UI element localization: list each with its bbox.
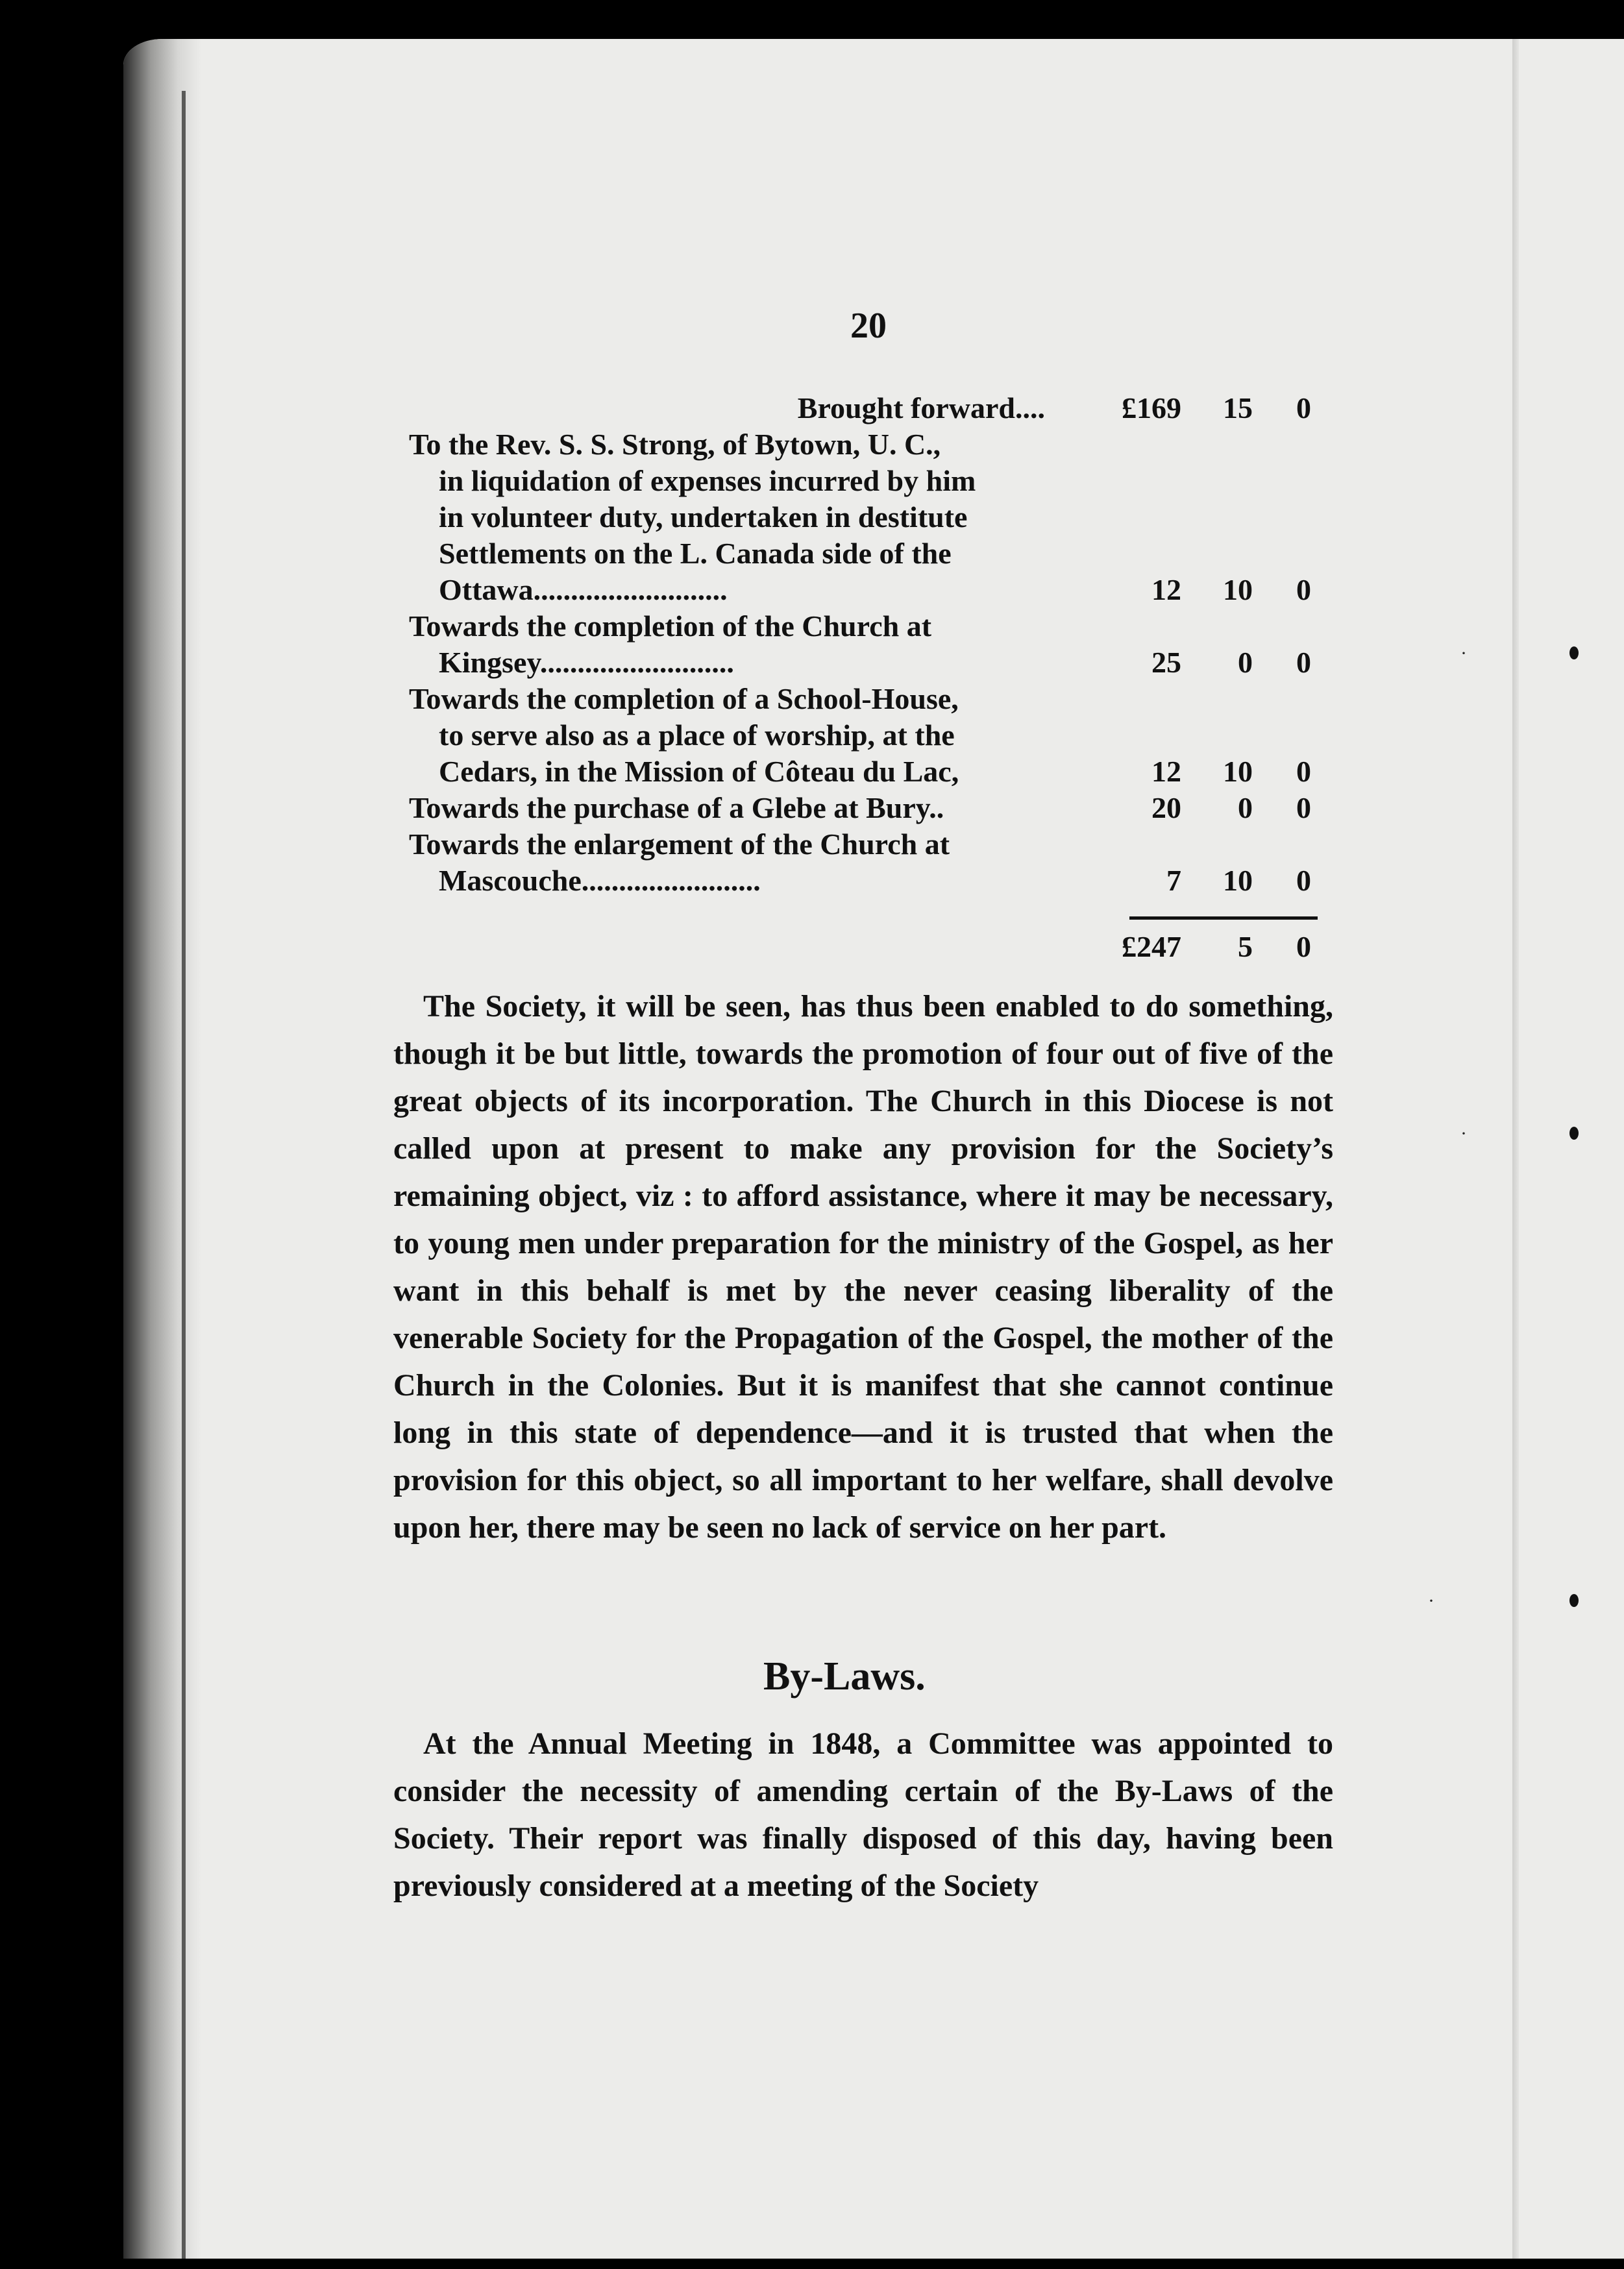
entry-line bbox=[409, 645, 1318, 681]
body-paragraph: The Society, it will be seen, has thus been enabled to do something, though it be but little, towards the promotion of four out of five of the great objects of its incorporation. The Church in this Diocese is not called upon at present to make any provision for the Society’s remaining object, viz : to afford assistance, where it may be necessary, to young men under preparation for the ministry of the Gospel, as her want in this behalf is met by the never ceasing liberality of the venerable Society for the Propagation of the Gospel, the mother of the Church in the Colonies. But it is manifest that she cannot continue long in this state of dependence—and it is trusted that when the provision for this object, so all important to her welfare, shall devolve upon her, there may be seen no lack of service on her part. bbox=[393, 989, 1333, 1545]
amount-shillings: 10 bbox=[1223, 864, 1253, 897]
amount-pounds: 7 bbox=[1166, 864, 1181, 897]
amount-pounds: 12 bbox=[1151, 755, 1181, 788]
scan-tick: · bbox=[1428, 1590, 1434, 1612]
entry-text: to serve also as a place of worship, at the bbox=[439, 718, 955, 752]
section-heading: By-Laws. bbox=[763, 1654, 926, 1699]
brought-forward-row bbox=[409, 391, 1318, 427]
amount-shillings: 0 bbox=[1238, 791, 1253, 824]
entry-text: To the Rev. S. S. Strong, of Bytown, U. C., bbox=[409, 428, 941, 461]
entry-line bbox=[409, 863, 1318, 900]
total-shillings: 5 bbox=[1238, 930, 1253, 963]
book-spine bbox=[123, 39, 201, 2259]
entry-line bbox=[409, 427, 1318, 463]
scan-mark bbox=[1569, 1127, 1579, 1140]
total-row bbox=[409, 929, 1318, 966]
entry-line bbox=[409, 718, 1318, 754]
amount-shillings: 10 bbox=[1223, 755, 1253, 788]
scan-tick: · bbox=[1460, 1123, 1467, 1144]
amount-pence: 0 bbox=[1296, 791, 1311, 824]
entry-line bbox=[409, 572, 1318, 609]
entry-line bbox=[409, 536, 1318, 572]
entry-line bbox=[409, 754, 1318, 791]
amount-pounds: £169 bbox=[1122, 391, 1181, 424]
entry-text: Towards the enlargement of the Church at bbox=[409, 828, 950, 861]
page-edge bbox=[1512, 39, 1519, 2259]
amount-pounds: 25 bbox=[1151, 646, 1181, 679]
page-number: 20 bbox=[850, 306, 887, 346]
amount-pence: 0 bbox=[1296, 755, 1311, 788]
entry-line bbox=[409, 500, 1318, 536]
amount-shillings: 0 bbox=[1238, 646, 1253, 679]
total-pounds: £247 bbox=[1122, 930, 1181, 963]
brought-forward-label: Brought forward.... bbox=[797, 391, 1045, 424]
amount-shillings: 15 bbox=[1223, 391, 1253, 424]
body-paragraph: At the Annual Meeting in 1848, a Committee was appointed to consider the necessity of amending certain of the By-Laws of the Society. Their report was finally disposed of this day, having been previously considered at a meeting of the Society bbox=[393, 1726, 1333, 1903]
total-pence: 0 bbox=[1296, 930, 1311, 963]
entry-text: Kingsey.......................... bbox=[439, 646, 734, 679]
entry-line bbox=[409, 681, 1318, 718]
amount-pence: 0 bbox=[1296, 391, 1311, 424]
amount-pence: 0 bbox=[1296, 573, 1311, 606]
amount-shillings: 10 bbox=[1223, 573, 1253, 606]
entry-text: Settlements on the L. Canada side of the bbox=[439, 537, 952, 570]
entry-line bbox=[409, 791, 1318, 827]
entry-text: Towards the purchase of a Glebe at Bury.. bbox=[409, 791, 944, 824]
entry-line bbox=[409, 827, 1318, 863]
scan-mark bbox=[1569, 1594, 1579, 1607]
entry-line bbox=[409, 609, 1318, 645]
amount-pence: 0 bbox=[1296, 864, 1311, 897]
total-rule bbox=[1129, 916, 1318, 920]
scan-mark bbox=[1569, 646, 1579, 659]
entry-text: in volunteer duty, undertaken in destitute bbox=[439, 500, 968, 534]
amount-pence: 0 bbox=[1296, 646, 1311, 679]
entry-text: Mascouche........................ bbox=[439, 864, 761, 897]
entry-text: Towards the completion of the Church at bbox=[409, 609, 932, 643]
entry-text: Ottawa.......................... bbox=[439, 573, 728, 606]
entry-text: Towards the completion of a School-House, bbox=[409, 682, 959, 715]
amount-pounds: 12 bbox=[1151, 573, 1181, 606]
amount-pounds: 20 bbox=[1151, 791, 1181, 824]
entry-line bbox=[409, 463, 1318, 500]
scan-tick: · bbox=[1460, 643, 1467, 664]
entry-text: in liquidation of expenses incurred by him bbox=[439, 464, 976, 497]
entry-text: Cedars, in the Mission of Côteau du Lac, bbox=[439, 755, 959, 788]
spine-edge bbox=[182, 91, 186, 2259]
